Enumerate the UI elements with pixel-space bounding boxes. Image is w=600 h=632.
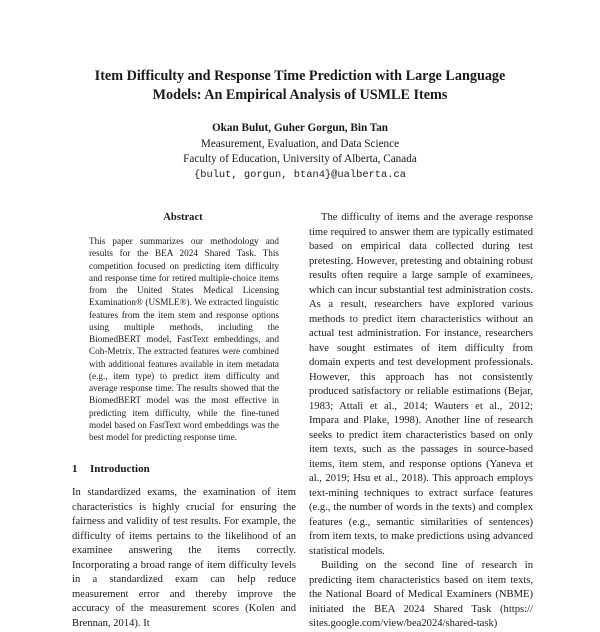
section-number: 1 [72, 463, 78, 475]
paper-title [40, 67, 560, 105]
author-block [40, 121, 560, 183]
right-paragraph-2: Building on the second line of research in predicting item characteristics based on item texts, the National Board of Medical Examiners (NBME) initiated the BEA 2024 Shared Task (https:// sites.google.com/view/bea2024/shared-task) [309, 560, 533, 629]
author-names: Okan Bulut, Guher Gorgun, Bin Tan [211, 122, 389, 134]
introduction-paragraph: In standardized exams, the examination of item characteristics is highly crucial for ensuring the fairness and validity of test results. For example, the difficulty of items pertains to the likelihood of an examinee answering the items correctly. Incorporating a broad range of item difficulty levels in a standardized exam can help reduce measurement error and thereby improve the accuracy of the measurement scores (Kolen and Brennan, 2014). It [72, 487, 296, 629]
title-line-2: Models: An Empirical Analysis of USMLE Items [152, 87, 448, 103]
section-heading-introduction [72, 463, 150, 475]
title-line-1: Item Difficulty and Response Time Prediction with Large Language [94, 68, 506, 84]
right-column-body [309, 211, 533, 632]
abstract-heading: Abstract [163, 212, 203, 223]
right-paragraph-1: The difficulty of items and the average response time required to answer them are typically estimated based on empirical data collected during test pretesting. However, pretesting and obtaining robust results often require a large sample of examinees, which can incur substantial test administration costs. As a result, researchers have explored various methods to predict item characteristics without an actual test administration. For instance, researchers have sought estimates of item difficulty from domain experts and test development professionals. However, this approach has not consistently produced satisfactory or reliable estimations (Bejar, 1983; Attali et al., 2014; Wauters et al., 2012; Impara and Plake, 1998). Another line of research seeks to predict item characteristics based on only item texts, such as the passages in source-based items, item stem, and response options (Yaneva et al., 2019; Hsu et al., 2018). This approach employs text-mining techniques to extract surface features (e.g., the number of words in the texts) and complex features (e.g., semantic similarities of sentences) from item texts, to make predictions using advanced statistical models. [309, 212, 533, 557]
introduction-body [72, 486, 296, 631]
abstract-text: This paper summarizes our methodology and results for the BEA 2024 Shared Task. This competition focused on predicting item difficulty and response time for retired multiple-choice items from the United States Medical Licensing Examination® (USMLE®). We extracted linguistic features from the item stem and response options using multiple methods, including the BiomedBERT model, FastText embeddings, and Coh-Metrix. The extracted features were combined with additional features available in item metadata (e.g., item type) to predict item difficulty and average response time. The results showed that the BiomedBERT model was the most effective in predicting item difficulty, while the fine-tuned model based on FastText word embeddings was the best model for predicting response time. [89, 236, 279, 442]
affiliation-university: Faculty of Education, University of Alberta, Canada [183, 153, 417, 165]
author-email: {bulut, gorgun, btan4}@ualberta.ca [193, 168, 406, 181]
affiliation-department: Measurement, Evaluation, and Data Science [200, 137, 400, 150]
section-title: Introduction [90, 463, 150, 475]
